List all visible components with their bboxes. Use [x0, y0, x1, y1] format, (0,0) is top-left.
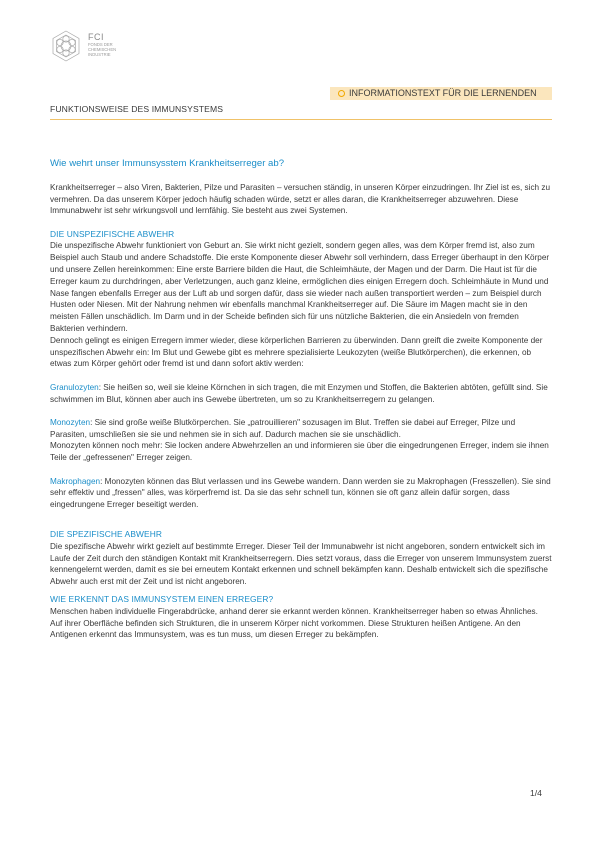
section-heading-unspecific: DIE UNSPEZIFISCHE ABWEHR: [50, 228, 175, 239]
term-granulocytes: Granulozyten: [50, 382, 99, 392]
logo-subtitle: FONDS DER CHEMISCHEN INDUSTRIE: [88, 42, 117, 57]
granulocytes-paragraph: Granulozyten: Sie heißen so, weil sie kleine Körnchen in sich tragen, die mit Enzymen und Stoffen, die Bakterien abtöten, gefüllt sind. Sie schwimmen im Blut, können aber auch ins Gewebe übertreten, um so zu Krankheitserregern zu gelangen.: [50, 382, 548, 404]
term-monocytes: Monozyten: [50, 417, 91, 427]
term-macrophages: Makrophagen: [50, 476, 101, 486]
header-divider: [50, 119, 552, 120]
monocytes-paragraph-2: Monozyten können noch mehr: Sie locken andere Abwehrzellen an und informieren sie über die eingedrungenen Erreger, indem sie ihnen Teile der „gefressenen" Erreger zeigen.: [50, 441, 549, 463]
fci-logo: [50, 30, 160, 70]
fci-emblem-icon: [50, 30, 82, 62]
banner-label: INFORMATIONSTEXT FÜR DIE LERNENDEN: [349, 88, 537, 98]
audience-banner: [330, 87, 552, 100]
main-content: [50, 158, 552, 641]
logo-abbreviation: FCI: [88, 32, 104, 42]
unspecific-paragraph-2: Dennoch gelingt es einigen Erregern immer wieder, diese körperlichen Barrieren zu überwinden. Dann greift die zweite Komponente der unspezifischen Abwehr ein: Im Blut und Gewebe gibt es mehrere spezialisierte Leukozyten (weiße Blutkörperchen), die erkennen, ob etwas zum Körper gehört oder fremd ist und dann sofort aktiv werden:: [50, 335, 543, 369]
recognition-paragraph: Menschen haben individuelle Fingerabdrücke, anhand derer sie erkannt werden können. Krankheitserreger haben so etwas Ähnliches. Auf ihrer Oberfläche befinden sich Strukturen, die in unserem Körper nicht vorkommen. Diese Strukturen heißen Antigene. An den Antigenen erkennt das Immunsystem, was es tun muss, um diesen Erreger zu bekämpfen.: [50, 606, 538, 640]
macrophages-paragraph: Makrophagen: Monozyten können das Blut verlassen und ins Gewebe wandern. Dann werden sie zu Makrophagen (Fresszellen). Sie sind sehr effektiv und „fressen" alles, was körperfremd ist. Da sie das sehr schnell tun, können sie oft ganz allein dafür sorgen, dass eingedrungene Erreger beseitigt werden.: [50, 476, 551, 510]
lead-question: Wie wehrt unser Immunsysstem Krankheitserreger ab?: [50, 158, 285, 169]
circle-bullet-icon: [338, 90, 345, 97]
intro-paragraph: Krankheitserreger – also Viren, Bakterien, Pilze und Parasiten – versuchen ständig, in unseren Körper einzudringen. Ihr Ziel ist es, sich zu vermehren. Da das unserem Körper jedoch häufig schaden würde, setzt er alles daran, die Krankheitserreger abzuwehren. Diese Immunabwehr ist sehr wirkungsvoll und lernfähig. Sie besteht aus zwei Systemen.: [50, 182, 551, 216]
monocytes-paragraph: Monozyten: Sie sind große weiße Blutkörperchen. Sie „patrouillieren" sozusagen im Blut. Treffen sie dabei auf Erreger, Pilze und Parasiten, umschließen sie sie und nehmen sie in sich auf. Dadurch machen sie sie unschädlich.: [50, 417, 516, 439]
unspecific-paragraph-1: Die unspezifische Abwehr funktioniert von Geburt an. Sie wirkt nicht gezielt, sondern gegen alles, was dem Körper fremd ist, also zum Beispiel auch Staub und andere Schadstoffe. Die erste Komponente dieser Abwehr soll verhindern, dass Erreger überhaupt in den Körper und unsere Zellen hereinkommen: Eine erste Barriere bilden die Haut, die Schleimhäute, der Magen und der Darm. Die Haut ist für die Erreger kaum zu durchdringen, aber Verletzungen, auch ganz kleine, ermöglichen dies einigen Erregern doch. Schleimhäute in Mund und Nase fangen ebenfalls Erreger aus der Luft ab und sorgen dafür, dass sie wieder nach außen transportiert werden – zum Beispiel durch Husten oder Niesen. Mit der Nahrung nehmen wir ebenfalls manchmal Krankheitserreger auf. Die Säure im Magen macht sie in den meisten Fällen unschädlich. Im Darm und in der Scheide befinden sich für uns nützliche Bakterien, die ein Ansiedeln von fremden Bakterien verhindern.: [50, 241, 550, 334]
section-heading-specific: DIE SPEZIFISCHE ABWEHR: [50, 528, 163, 539]
document-title: FUNKTIONSWEISE DES IMMUNSYSTEMS: [50, 104, 224, 114]
section-heading-recognition: WIE ERKENNT DAS IMMUNSYSTEM EINEN ERREGER?: [50, 593, 274, 604]
specific-paragraph: Die spezifische Abwehr wirkt gezielt auf bestimmte Erreger. Dieser Teil der Immunabwehr ist nicht angeboren, sondern entwickelt sich im Laufe der Zeit durch den ständigen Kontakt mit Krankheitserregern. Dies setzt voraus, dass die Erreger von unserem Immunsystem zuerst kennengelernt werden, damit es sie bei erneutem Kontakt erkennen und schnell bekämpfen kann. Deshalb entwickelt sich die spezifische Abwehr auch erst mit der Zeit und ist nicht angeboren.: [50, 541, 552, 587]
page-number: 1/4: [530, 788, 542, 798]
